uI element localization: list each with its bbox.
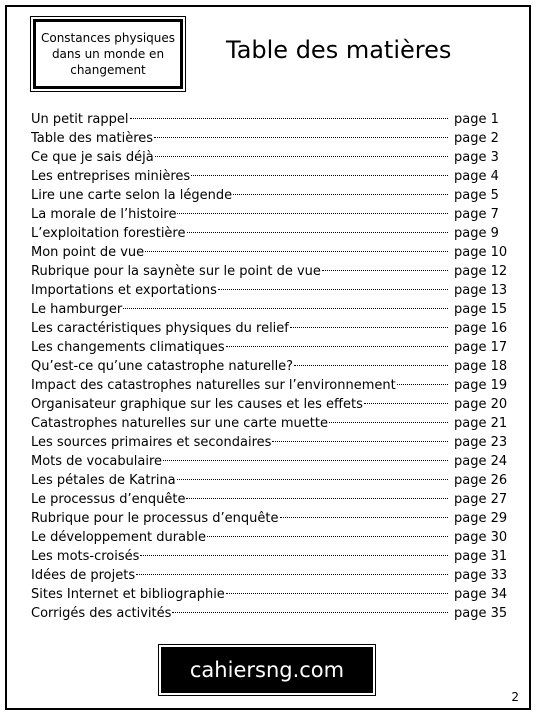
toc-label: Le développement durable xyxy=(31,530,206,545)
toc-entry xyxy=(31,243,508,262)
toc-label: Le hamburger xyxy=(31,302,123,317)
dot-leader xyxy=(187,232,449,233)
toc-label: Impact des catastrophes naturelles sur l’environnement xyxy=(31,378,396,393)
toc-label: Idées de projets xyxy=(31,568,136,583)
toc-entry xyxy=(31,148,508,167)
toc-entry xyxy=(31,186,508,205)
dot-leader xyxy=(207,536,448,537)
dot-leader xyxy=(154,137,448,138)
toc-page: page 15 xyxy=(454,302,508,317)
toc-entry xyxy=(31,224,508,243)
toc-entry xyxy=(31,585,508,604)
toc-entry xyxy=(31,376,508,395)
toc-entry xyxy=(31,338,508,357)
toc-label: Sites Internet et bibliographie xyxy=(31,587,225,602)
toc-page: page 2 xyxy=(454,131,499,146)
toc-entry xyxy=(31,433,508,452)
toc-entry xyxy=(31,509,508,528)
toc-label: Ce que je sais déjà xyxy=(31,150,154,165)
toc-entry xyxy=(31,471,508,490)
toc-label: Corrigés des activités xyxy=(31,606,172,621)
toc-page: page 12 xyxy=(454,264,508,279)
toc-page: page 10 xyxy=(454,245,508,260)
toc-page: page 4 xyxy=(454,169,499,184)
toc-page: page 33 xyxy=(454,568,508,583)
toc-entry xyxy=(31,490,508,509)
toc-entry xyxy=(31,566,508,585)
page-number: 2 xyxy=(511,690,519,704)
dot-leader xyxy=(177,479,448,480)
dot-leader xyxy=(140,555,448,556)
toc-entry xyxy=(31,452,508,471)
toc-label: Organisateur graphique sur les causes et les effets xyxy=(31,397,363,412)
toc-label: Importations et exportations xyxy=(31,283,217,298)
toc-page: page 29 xyxy=(454,511,508,526)
dot-leader xyxy=(123,308,448,309)
dot-leader xyxy=(163,460,448,461)
toc-label: Catastrophes naturelles sur une carte muette xyxy=(31,416,328,431)
dot-leader xyxy=(294,365,448,366)
dot-leader xyxy=(177,213,448,214)
dot-leader xyxy=(226,593,448,594)
toc-page: page 23 xyxy=(454,435,508,450)
dot-leader xyxy=(233,194,448,195)
toc-page: page 16 xyxy=(454,321,508,336)
toc-entry xyxy=(31,167,508,186)
toc-page: page 13 xyxy=(454,283,508,298)
toc-page: page 21 xyxy=(454,416,508,431)
toc-label: Mots de vocabulaire xyxy=(31,454,163,469)
toc-label: Un petit rappel xyxy=(31,112,129,127)
toc-page: page 35 xyxy=(454,606,508,621)
toc-entry xyxy=(31,414,508,433)
dot-leader xyxy=(329,422,448,423)
toc-label: Les sources primaires et secondaires xyxy=(31,435,272,450)
toc-page: page 1 xyxy=(454,112,499,127)
toc-page: page 19 xyxy=(454,378,508,393)
cover-title-box: Constances physiques dans un monde en changement xyxy=(33,19,183,89)
dot-leader xyxy=(130,118,449,119)
toc-entry xyxy=(31,319,508,338)
toc-label: Le processus d’enquête xyxy=(31,492,186,507)
toc-entry xyxy=(31,395,508,414)
toc-entry xyxy=(31,262,508,281)
brand-badge: cahiersng.com xyxy=(161,647,373,693)
toc-label: Les changements climatiques xyxy=(31,340,225,355)
toc-label: L’exploitation forestière xyxy=(31,226,186,241)
toc-page: page 24 xyxy=(454,454,508,469)
dot-leader xyxy=(322,270,448,271)
toc-label: Les caractéristiques physiques du relief xyxy=(31,321,289,336)
toc-page: page 7 xyxy=(454,207,499,222)
page-title: Table des matières xyxy=(226,36,452,64)
toc-label: Les pétales de Katrina xyxy=(31,473,176,488)
toc-page: page 3 xyxy=(454,150,499,165)
toc-label: Lire une carte selon la légende xyxy=(31,188,233,203)
dot-leader xyxy=(226,346,448,347)
toc-entry xyxy=(31,300,508,319)
toc-label: La morale de l’histoire xyxy=(31,207,177,222)
dot-leader xyxy=(272,441,448,442)
toc-label: Qu’est-ce qu’une catastrophe naturelle? xyxy=(31,359,294,374)
toc-entry xyxy=(31,205,508,224)
dot-leader xyxy=(280,517,449,518)
toc-page: page 20 xyxy=(454,397,508,412)
dot-leader xyxy=(172,612,448,613)
dot-leader xyxy=(155,156,448,157)
dot-leader xyxy=(186,498,448,499)
toc-page: page 18 xyxy=(454,359,508,374)
toc-entry xyxy=(31,110,508,129)
toc-page: page 26 xyxy=(454,473,508,488)
toc-entry xyxy=(31,528,508,547)
toc-entry xyxy=(31,129,508,148)
table-of-contents xyxy=(31,110,508,623)
toc-page: page 30 xyxy=(454,530,508,545)
dot-leader xyxy=(218,289,448,290)
toc-entry xyxy=(31,281,508,300)
dot-leader xyxy=(364,403,448,404)
toc-page: page 27 xyxy=(454,492,508,507)
toc-label: Rubrique pour le processus d’enquête xyxy=(31,511,279,526)
toc-label: Mon point de vue xyxy=(31,245,145,260)
toc-label: Les entreprises minières xyxy=(31,169,191,184)
toc-entry xyxy=(31,604,508,623)
toc-entry xyxy=(31,547,508,566)
dot-leader xyxy=(136,574,448,575)
dot-leader xyxy=(145,251,448,252)
toc-entry xyxy=(31,357,508,376)
toc-page: page 5 xyxy=(454,188,499,203)
toc-page: page 17 xyxy=(454,340,508,355)
dot-leader xyxy=(290,327,448,328)
toc-label: Les mots-croisés xyxy=(31,549,140,564)
dot-leader xyxy=(397,384,448,385)
toc-page: page 9 xyxy=(454,226,499,241)
toc-page: page 31 xyxy=(454,549,508,564)
toc-page: page 34 xyxy=(454,587,508,602)
toc-label: Rubrique pour la saynète sur le point de vue xyxy=(31,264,321,279)
dot-leader xyxy=(191,175,448,176)
toc-label: Table des matières xyxy=(31,131,154,146)
